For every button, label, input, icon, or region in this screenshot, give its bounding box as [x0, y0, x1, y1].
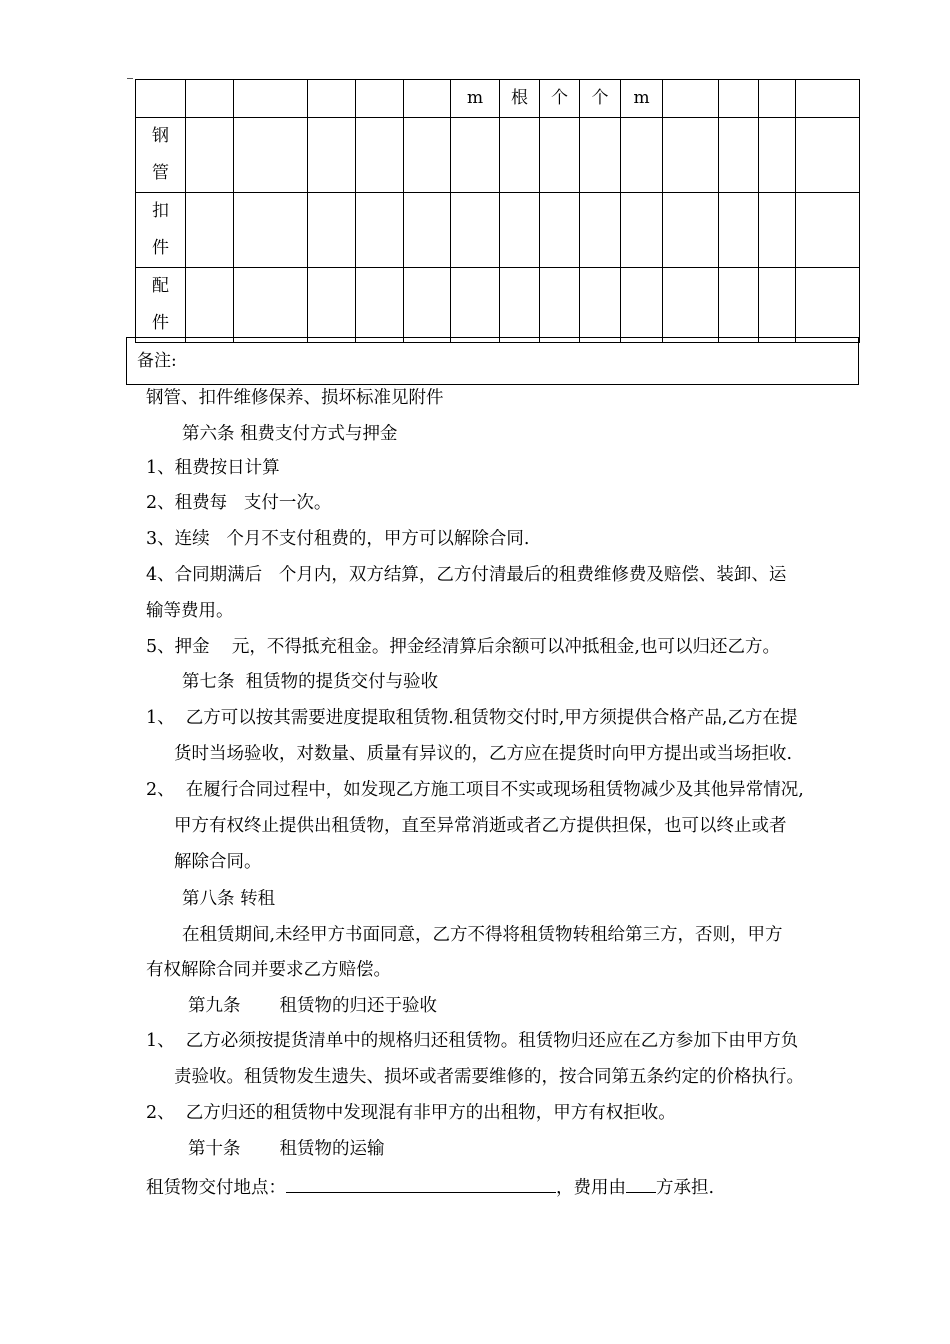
- clause-6-5: 5、押金 元，不得抵充租金。押金经清算后余额可以冲抵租金,也可以归还乙方。: [146, 637, 780, 657]
- unit-cell: m: [451, 80, 500, 118]
- table-cell: [719, 80, 759, 118]
- clause-7-2: 2、 在履行合同过程中，如发现乙方施工项目不实或现场租赁物减少及其他异常情况,: [146, 780, 804, 800]
- clause-6-3: 3、连续 个月不支付租费的，甲方可以解除合同.: [146, 529, 530, 549]
- article-6-heading: 第六条 租费支付方式与押金: [182, 424, 398, 444]
- remarks-label: 备注:: [137, 351, 177, 371]
- article-8-heading: 第八条 转租: [182, 889, 276, 909]
- table-cell: [308, 80, 356, 118]
- table-cell: [234, 80, 308, 118]
- unit-cell: 个: [540, 80, 580, 118]
- unit-row: [136, 80, 860, 118]
- table-cell: [796, 80, 860, 118]
- table-row-steel-pipe: [136, 118, 860, 193]
- clause-6-4: 4、合同期满后 个月内，双方结算，乙方付清最后的租费维修费及赔偿、装卸、运: [146, 565, 787, 585]
- table-cell: [356, 80, 404, 118]
- clause-7-2-cont: 甲方有权终止提供出租赁物，直至异常消逝或者乙方提供担保，也可以终止或者: [174, 816, 787, 836]
- cost-bearer-blank[interactable]: [626, 1172, 656, 1193]
- table-cell: [759, 80, 796, 118]
- table-row-accessory: [136, 268, 860, 343]
- article-8-text-cont: 有权解除合同并要求乙方赔偿。: [146, 960, 391, 980]
- table-cell: [186, 80, 234, 118]
- maintenance-note: 钢管、扣件维修保养、损坏标准见附件: [146, 388, 444, 408]
- clause-6-1: 1、租费按日计算: [146, 458, 280, 478]
- unit-cell: 根: [500, 80, 540, 118]
- clause-7-1-cont: 货时当场验收，对数量、质量有异议的，乙方应在提货时向甲方提出或当场拒收.: [174, 744, 793, 764]
- table-cell: [404, 80, 451, 118]
- delivery-location-label: 租赁物交付地点：: [146, 1178, 286, 1198]
- unit-cell: 个: [580, 80, 621, 118]
- delivery-location-line: [146, 1172, 714, 1200]
- article-9-heading: 第九条 租赁物的归还于验收: [188, 996, 437, 1016]
- row-label-cell: 配 件: [136, 268, 186, 343]
- unit-cell: m: [621, 80, 663, 118]
- page-corner-mark: [127, 78, 133, 79]
- row-label-cell: 钢 管: [136, 118, 186, 193]
- table-row-fastener: [136, 193, 860, 268]
- remarks-box: [126, 337, 859, 385]
- cost-bearer-suffix: 方承担.: [656, 1178, 715, 1198]
- row-label-cell: 扣 件: [136, 193, 186, 268]
- rental-items-table: [135, 79, 860, 343]
- article-10-heading: 第十条 租赁物的运输: [188, 1139, 385, 1159]
- table-cell: [663, 80, 719, 118]
- clause-7-2-cont2: 解除合同。: [174, 852, 262, 872]
- delivery-location-blank[interactable]: [286, 1172, 556, 1193]
- clause-9-1: 1、 乙方必须按提货清单中的规格归还租赁物。租赁物归还应在乙方参加下由甲方负: [146, 1031, 799, 1051]
- article-7-heading: 第七条 租赁物的提货交付与验收: [182, 672, 439, 692]
- table-cell: [136, 80, 186, 118]
- clause-9-1-cont: 责验收。租赁物发生遗失、损坏或者需要维修的，按合同第五条约定的价格执行。: [174, 1067, 804, 1087]
- clause-7-1: 1、 乙方可以按其需要进度提取租赁物.租赁物交付时,甲方须提供合格产品,乙方在提: [146, 708, 798, 728]
- cost-bearer-label: ，费用由: [556, 1178, 626, 1198]
- clause-6-2: 2、租费每 支付一次。: [146, 493, 332, 513]
- article-8-text: 在租赁期间,未经甲方书面同意，乙方不得将租赁物转租给第三方，否则，甲方: [182, 925, 783, 945]
- clause-9-2: 2、 乙方归还的租赁物中发现混有非甲方的出租物，甲方有权拒收。: [146, 1103, 676, 1123]
- clause-6-4-cont: 输等费用。: [146, 601, 234, 621]
